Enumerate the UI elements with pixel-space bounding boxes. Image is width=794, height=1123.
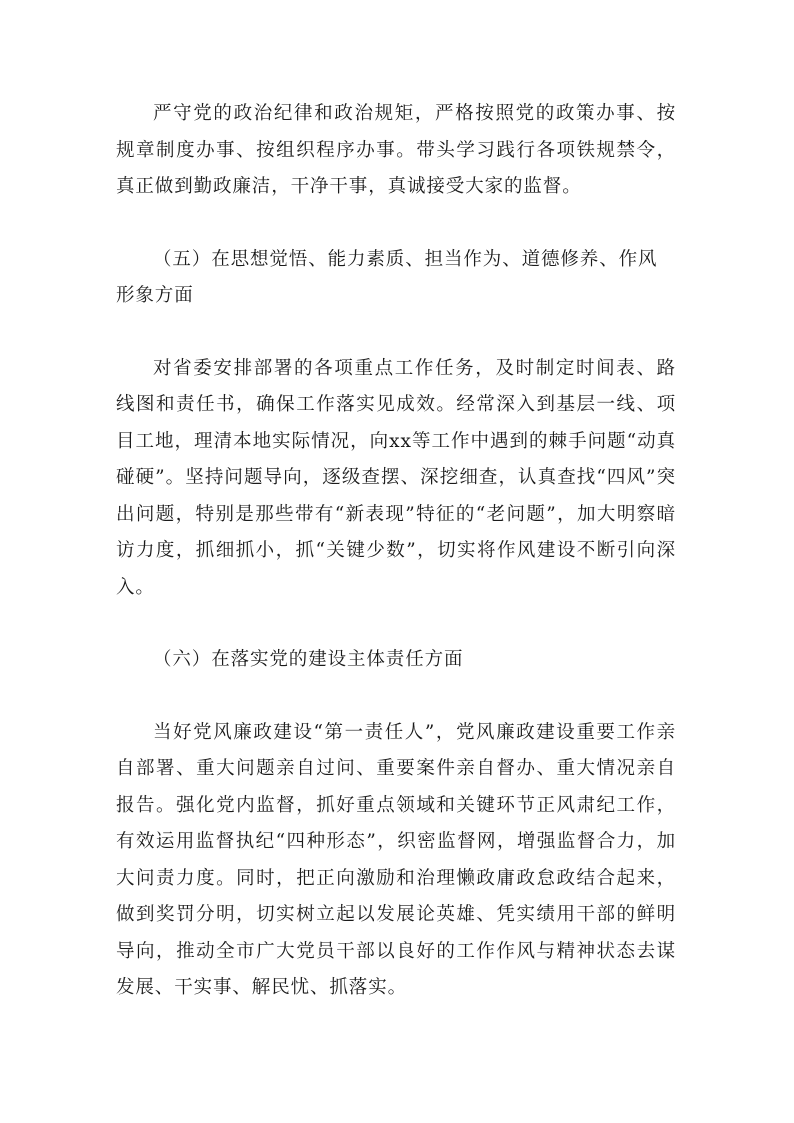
paragraph-party-building: 当好党风廉政建设“第一责任人”，党风廉政建设重要工作亲自部署、重大问题亲自过问、重要案件亲自督办、重大情况亲自报告。强化党内监督，抓好重点领域和关键环节正风肃纪工作，有效运用监督执纪“四种形态”，织密监督网，增强监督合力，加大问责力度。同时，把正向激励和治理懒政庸政怠政结合起来，做到奖罚分明，切实树立起以发展论英雄、凭实绩用干部的鲜明导向，推动全市广大党员干部以良好的工作作风与精神状态去谋发展、干实事、解民忧、抓落实。 [116,721,676,998]
paragraph-gap [116,315,676,351]
section-heading-6: （六）在落实党的建设主体责任方面 [153,649,464,670]
paragraph-gap [116,679,676,715]
paragraph-gap [116,606,676,642]
section-heading-5: （五）在思想觉悟、能力素质、担当作为、道德修养、作风形象方面 [116,248,658,306]
paragraph-gap [116,206,676,242]
paragraph-work-style: 对省委安排部署的各项重点工作任务，及时制定时间表、路线图和责任书，确保工作落实见成效。经常深入到基层一线、项目工地，理清本地实际情况，向xx等工作中遇到的棘手问题“动真碰硬”。坚持问题导向，逐级查摆、深挖细查，认真查找“四风”突出问题，特别是那些带有“新表现”特征的“老问题”，加大明察暗访力度，抓细抓小，抓“关键少数”，切实将作风建设不断引向深入。 [116,357,676,598]
paragraph-discipline: 严守党的政治纪律和政治规矩，严格按照党的政策办事、按规章制度办事、按组织程序办事。带头学习践行各项铁规禁令，真正做到勤政廉洁，干净干事，真诚接受大家的监督。 [116,103,676,197]
document-body [116,96,676,1007]
